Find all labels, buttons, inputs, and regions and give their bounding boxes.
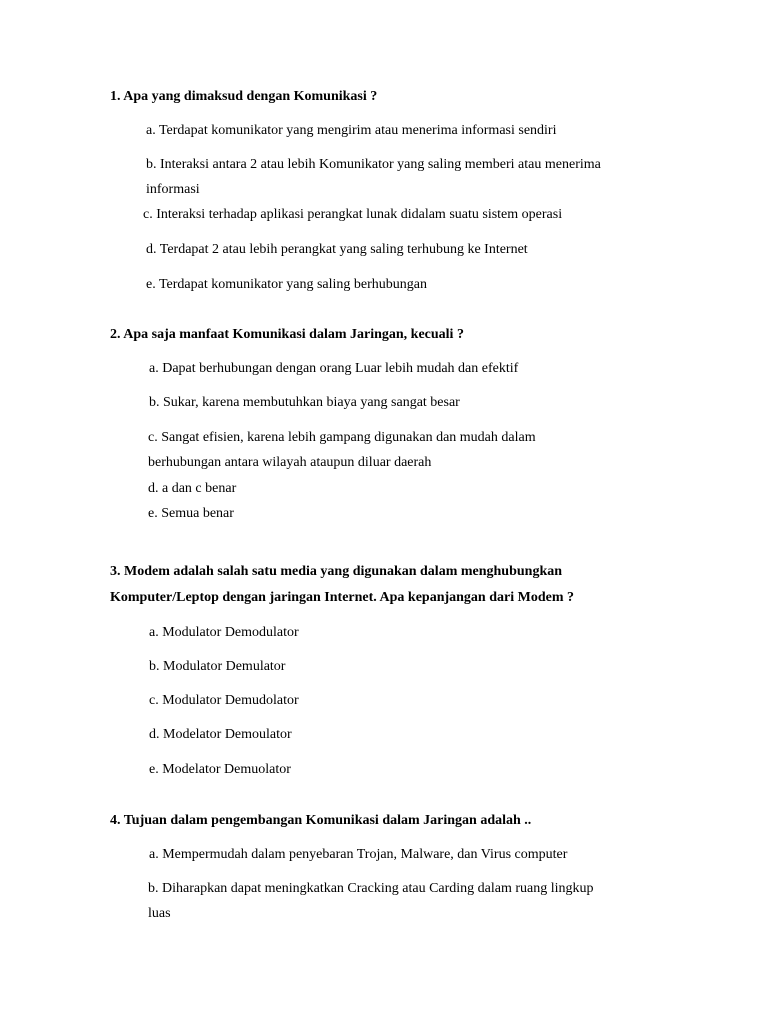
question-1-option-d: d. Terdapat 2 atau lebih perangkat yang saling terhubung ke Internet xyxy=(146,242,528,257)
question-1-option-b-cont: informasi xyxy=(146,182,200,197)
question-3-option-b: b. Modulator Demulator xyxy=(149,659,286,674)
question-2-option-a: a. Dapat berhubungan dengan orang Luar lebih mudah dan efektif xyxy=(149,361,519,376)
question-2-option-e: e. Semua benar xyxy=(148,506,234,521)
question-3 xyxy=(110,563,562,581)
question-4-option-b: b. Diharapkan dapat meningkatkan Cracking atau Carding dalam ruang lingkup xyxy=(148,881,594,896)
question-1-option-b: b. Interaksi antara 2 atau lebih Komunikator yang saling memberi atau menerima xyxy=(146,157,601,172)
question-3-option-c: c. Modulator Demudolator xyxy=(149,693,299,708)
question-1-text: Apa yang dimaksud dengan Komunikasi ? xyxy=(123,89,378,104)
question-3-option-d: d. Modelator Demoulator xyxy=(149,727,292,742)
question-1-option-e: e. Terdapat komunikator yang saling berhubungan xyxy=(146,277,428,292)
question-2-option-d: d. a dan c benar xyxy=(148,481,237,496)
question-3-number: 3. xyxy=(110,564,121,579)
question-2-option-c-cont: berhubungan antara wilayah ataupun diluar daerah xyxy=(148,455,432,470)
question-1-option-a: a. Terdapat komunikator yang mengirim atau menerima informasi sendiri xyxy=(146,123,557,138)
question-4-text: Tujuan dalam pengembangan Komunikasi dalam Jaringan adalah .. xyxy=(123,813,532,828)
question-2-text: Apa saja manfaat Komunikasi dalam Jaringan, kecuali ? xyxy=(123,327,464,342)
question-3-option-e: e. Modelator Demuolator xyxy=(149,762,291,777)
question-2 xyxy=(110,326,464,344)
question-4-option-b-cont: luas xyxy=(148,906,171,921)
question-2-option-b: b. Sukar, karena membutuhkan biaya yang sangat besar xyxy=(149,395,460,410)
question-2-option-c: c. Sangat efisien, karena lebih gampang digunakan dan mudah dalam xyxy=(148,430,536,445)
question-3-text: Modem adalah salah satu media yang digunakan dalam menghubungkan xyxy=(124,564,563,579)
question-4 xyxy=(110,812,531,830)
question-2-number: 2. xyxy=(110,327,121,342)
question-3-text-cont: Komputer/Leptop dengan jaringan Internet. Apa kepanjangan dari Modem ? xyxy=(110,590,574,605)
question-1-number: 1. xyxy=(110,89,121,104)
question-4-option-a: a. Mempermudah dalam penyebaran Trojan, Malware, dan Virus computer xyxy=(149,847,568,862)
question-1-option-c: c. Interaksi terhadap aplikasi perangkat lunak didalam suatu sistem operasi xyxy=(143,207,563,222)
question-3-option-a: a. Modulator Demodulator xyxy=(149,625,299,640)
question-1 xyxy=(110,88,377,106)
question-4-number: 4. xyxy=(110,813,121,828)
